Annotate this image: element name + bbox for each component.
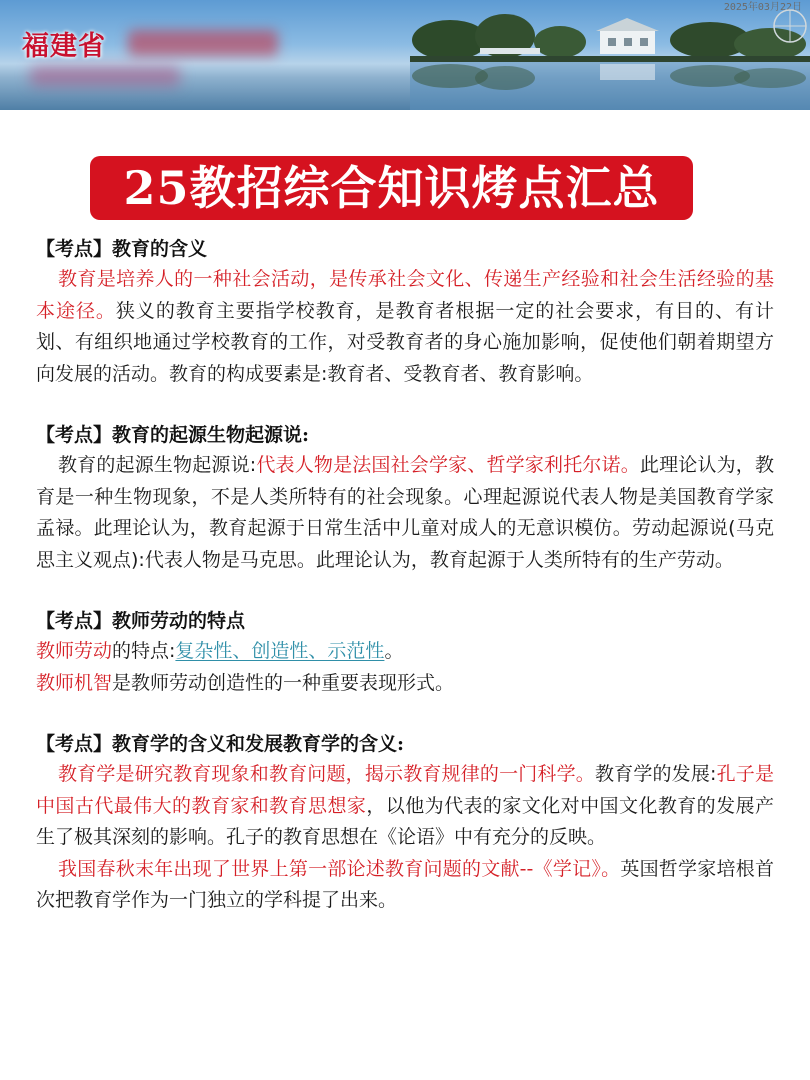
paragraph-text: 是教师劳动创造性的一种重要表现形式。 [112, 671, 455, 694]
section-heading: 【考点】教师劳动的特点 [36, 610, 246, 632]
paragraph-text: 狭义的教育主要指学校教育，是教育者根据一定的社会要求，有目的、有计划、有组织地通过学校教育的工作，对受教育者的身心施加影响，促使他们朝着期望方向发展的活动。教育的构成要素是:教育者、受教育者、教育影响。 [36, 299, 774, 385]
paragraph [36, 450, 774, 576]
section-heading: 【考点】教育的起源生物起源说: [36, 424, 310, 446]
section-pedagogy [36, 729, 774, 917]
paragraph [36, 759, 774, 854]
paragraph [36, 636, 774, 668]
header-banner [0, 0, 810, 110]
lake-scenery-image [410, 0, 810, 110]
section-teacher-labor [36, 606, 774, 699]
highlight-red: 教师机智 [36, 671, 113, 694]
highlight-red: 我国春秋末年出现了世界上第一部论述教育问题的文献--《学记》。 [58, 857, 621, 880]
paragraph-text: 教育学的发展: [594, 763, 717, 785]
paragraph [36, 854, 774, 917]
page-title: 25教招综合知识烤点汇总 [90, 156, 693, 220]
highlight-blue-underline: 复杂性、创造性、示范性 [175, 640, 385, 662]
paragraph-text: 英国哲学家培根首次把教育学作为一门独立的学科提了出来。 [36, 857, 774, 911]
blurred-banner-subtext [30, 66, 180, 86]
paragraph-text: ，以他为代表的家文化对中国文化教育的发展产生了极其深刻的影响。孔子的教育思想在《论语》中有充分的反映。 [36, 794, 774, 848]
paragraph-text: 此理论认为，教育是一种生物现象，不是人类所特有的社会现象。心理起源说代表人物是美国教育学家孟禄。此理论认为，教育起源于日常生活中儿童对成人的无意识模仿。劳动起源说(马克思主义观点):代表人物是马克思。此理论认为，教育起源于人类所特有的生产劳动。 [36, 454, 774, 571]
section-heading: 【考点】教育学的含义和发展教育学的含义: [36, 733, 405, 755]
paragraph-text: 的特点: [112, 640, 176, 662]
highlight-red: 教师劳动 [36, 640, 113, 662]
section-heading: 【考点】教育的含义 [36, 238, 208, 260]
paragraph-lead: 教育的起源生物起源说: [58, 454, 257, 476]
banner-brand: 福建省 [22, 31, 106, 62]
highlight-red: 孔子是中国古代最伟大的教育家和教育思想家 [36, 763, 774, 817]
banner-date: 2025年03月22日 [723, 2, 802, 13]
blurred-banner-text [128, 30, 278, 56]
article-body [36, 234, 774, 917]
section-education-origin [36, 420, 774, 576]
highlight-red: 教育学是研究教育现象和教育问题，揭示教育规律的一门科学。 [58, 763, 595, 785]
section-education-meaning [36, 234, 774, 390]
highlight-red: 教育是培养人的一种社会活动，是传承社会文化、传递生产经验和社会生活经验的基本途径。 [36, 268, 774, 322]
paragraph-text: 。 [384, 640, 404, 662]
paragraph [36, 264, 774, 390]
paragraph [36, 668, 774, 700]
highlight-red: 代表人物是法国社会学家、哲学家利托尔诺。 [256, 454, 640, 476]
